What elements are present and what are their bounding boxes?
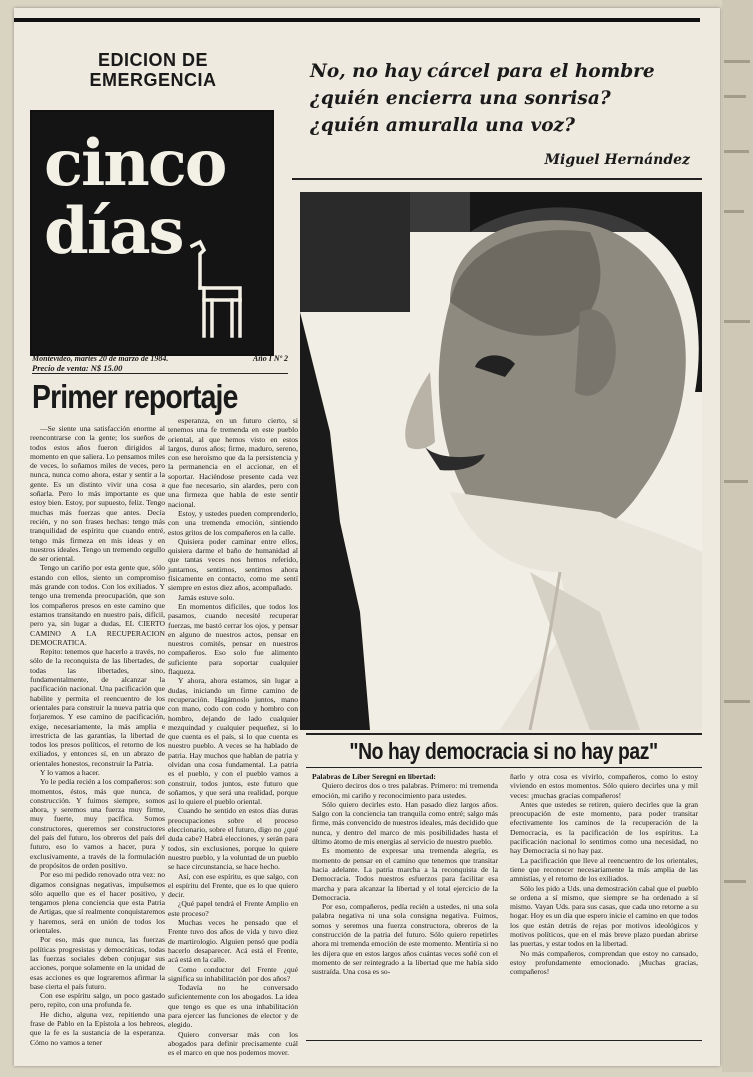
adjacent-page-texture	[722, 0, 753, 1072]
llama-icon	[182, 240, 252, 340]
paragraph: Antes que ustedes se retiren, quiero decirles que la gran preocupación de este momento, para poder transitar efectivamente los caminos de la recuperación de la Democracia, es la pacificación de los espíritus. La pacificación nacional lo sentimos como una necesidad, no hay Democracia si no hay paz.	[510, 799, 698, 856]
masthead-logo	[30, 110, 274, 356]
masthead-rule	[32, 373, 288, 374]
paragraph: La pacificación que lleve al reencuentro de los orientales, tiene que reconocer necesariamente la más amplia de las amnistías, y el retorno de los exiliados.	[510, 855, 698, 884]
edition-label	[38, 50, 268, 90]
issue-number: Año I Nº 2	[252, 354, 288, 363]
bottom-rule	[306, 1040, 702, 1041]
paragraph: No más compañeros, comprendan que estoy no cansado, estoy profundamente emocionado. ¡Muchas gracias, compañeros!	[510, 948, 698, 977]
paragraph: Jamás estuve solo.	[178, 592, 235, 602]
paragraph: Y ahora, ahora estamos, sin lugar a dudas, iniciando un firme camino de recuperación. Hagámoslo juntos, mano con mano, codo con codo y hombro con hombro, dejando de lado cualquier mezquindad y cualquier pequeñez, si lo que cuenta es el país, si lo que cuenta es nuestro pueblo. A veces se ha hablado de patria. Hay muchos que hablan de patria y olvidan una cosa fundamental. La patria es el pueblo, y con el pueblo vamos a construir, todos juntos, este futuro que soñamos, y que será una realidad, porque así lo quiere el pueblo oriental.	[168, 676, 298, 807]
paragraph: Yo le pedía recién a los compañeros: son momentos, éstos, más que nunca, de construcción. Y fuimos siempre, somos ahora, y seremos una fuerza muy firme, muy fuerte, muy pacífica. Somos constructores, queremos ser constructores del país del futuro, los obreros del país del futuro, eso lo vamos a hacer, pura y exclusivamente, a través de la formulación de propósitos de orden positivo.	[30, 777, 165, 870]
article-headline: Primer reportaje	[32, 378, 238, 415]
dateline	[32, 354, 288, 363]
paragraph: Repito: tenemos que hacerlo a través, no sólo de la reconquista de las libertades, de todas las libertades, sino, fundamentalmente, de alcanzar la pacificación nacional. Una pacificación que habilite y permita el reencuentro de los orientales para construir la nueva patria que forjaremos. Y ese camino de pacificación, exige, necesariamente, la más amplia e irrestricta de las garantías, la libertad de todos los presos políticos, el retorno de los exiliados, y entonces sí, en un abrazo de orientales honestos, reconstruir la Patria.	[30, 647, 165, 768]
paragraph: ñarlo y otra cosa es vivirlo, compañeros, como lo estoy viviendo en estos momentos. Sólo quiero decirles una y mil veces: ¡muchas gracias compañeros!	[510, 772, 698, 800]
quote-line: ¿quién amuralla una voz?	[310, 115, 575, 136]
paragraph: Cuando he sentido en estos días duras preocupaciones sobre el proceso eleccionario, sobre el futuro, digo no ¿qué duda cabe? Habrá elecciones, y serán para todos, sin exclusiones, porque lo quiere nuestro pueblo, y la voluntad de un pueblo se hace circunstancia, se hace hecho.	[168, 806, 298, 872]
article-column-1	[30, 424, 165, 1047]
logo-word-dias: días	[44, 194, 183, 269]
paragraph: Estoy, y ustedes pueden comprenderlo, con una tremenda emoción, sintiendo estos gritos de los compañeros en la calle.	[168, 508, 298, 537]
edition-line-1: EDICION DE	[97, 50, 208, 70]
paragraph: Muchas veces he pensado que el Frente tuvo dos años de vida y tuvo diez de martirologio. Alguien pensó que podía hacerlo desaparecer. Acá está el Frente, acá está en la calle.	[168, 918, 298, 965]
article-column-2	[168, 416, 298, 1058]
quote-line: No, no hay cárcel para el hombre	[310, 61, 655, 82]
paragraph: Por eso, más que nunca, las fuerzas políticas progresistas y democráticas, todas las fuerzas sociales deben conjugar sus acciones, porque solamente en la unidad de esas acciones es que lograremos afirmar la base cierta el país futuro.	[30, 935, 165, 991]
democracy-headline	[306, 733, 702, 768]
paragraph: Quiero deciros dos o tres palabras. Primero: mi tremenda emoción, mi cariño y reconocimiento para ustedes.	[312, 781, 498, 800]
paragraph: Con ese espíritu salgo, un poco gastado pero, repito, con una profunda fe.	[30, 991, 165, 1010]
paragraph: Y lo vamos a hacer.	[40, 767, 100, 777]
paragraph: ¿Qué papel tendrá el Frente Amplio en este proceso?	[168, 899, 298, 918]
adjacent-page-edge	[722, 0, 753, 1072]
speech-lead: Palabras de Líber Seregni en libertad:	[312, 772, 436, 781]
quote-text	[310, 58, 700, 139]
paragraph: Quisiera poder caminar entre ellos, quisiera darme el baño de humanidad al que tantas veces nos hemos referido, juntarnos, sentirnos, sentirnos ahora físicamente en contacto, como me sentí siempre en estos diez años, acompañado.	[168, 536, 298, 593]
paragraph: En momentos difíciles, que todos los pasamos, cuando necesité recuperar fuerzas, me bastó cerrar los ojos, y pensar en alguno de nuestros actos, pensar en nuestros comités, pensar en nuestros compañeros. Eso solo fue alimento suficiente para soportar cualquier flaqueza.	[168, 601, 298, 677]
paragraph: Sólo les pido a Uds. una demostración cabal que el pueblo se ordena a sí mismo, que siempre se ha ordenado a sí mismo. Vayan Uds. para sus casas, que cada uno retorne a su hogar. Hoy es un día que espero inicie el camino en que todos los que están detrás de rejas por motivos ideológicos y motivos políticos, que en el más breve plazo puedan abrirse las puertas, y estar todos en la libertad.	[510, 883, 698, 949]
paragraph: Así, con ese espíritu, es que salgo, con el espíritu del Frente, que es lo que quiero decir.	[168, 871, 298, 900]
paragraph: Por eso mi pedido renovado otra vez: no digamos consignas negativas, impulsemos sólo aquello que es el hacer positivo, y tengamos plena conciencia que esta Patria de Artigas, que sí realmente conquistaremos y haremos, será en unión de todos los orientales.	[30, 870, 165, 936]
democracy-headline-text: "No hay democracia si no hay paz"	[349, 738, 659, 764]
paragraph: Por eso, compañeros, pedía recién a ustedes, ni una sola palabra negativa ni una sola consigna negativa. Fuimos, somos y seremos una fuerza constructora, obreros de la construcción de la patria del futuro. Sólo quiero repetirles ahora mi tremenda emoción de este momento. Mentiría si no les dijera que en estos largos años cuántas veces soñé con el momento de ser reintegrado a la libertad que me había sido sustraída. Una cosa es so-	[312, 902, 498, 977]
paragraph: Sólo quiero decirles esto. Han pasado diez largos años. Salgo con la conciencia tan tranquila como entré; salgo más firme, más convencido de nuestros ideales, más decidido que nunca, y dentro del marco de mis posibilidades hasta el último átomo de mis energías al servicio de nuestro pueblo.	[312, 799, 498, 847]
paragraph: Quiero conversar más con los abogados para definir precisamente cuál es el marco en que nos podemos mover.	[168, 1029, 298, 1058]
top-rule	[14, 18, 700, 22]
speech-column-1	[312, 772, 498, 1037]
price-label: Precio de venta: N$ 15.00	[32, 363, 123, 373]
paragraph: Es momento de expresar una tremenda alegría, es momento de pensar en el camino que tenemos que transitar hacia adelante. La patria marcha a la reconquista de la Democracia. Todos nuestros esfuerzos para facilitar esa marcha y para alcanzar la libertad y el total ejercicio de la Democracia.	[312, 846, 498, 902]
edition-line-2: EMERGENCIA	[89, 70, 217, 90]
paragraph: Como conductor del Frente ¿qué significa su inhabilitación por dos años?	[168, 964, 298, 983]
quote-box	[292, 48, 702, 180]
paragraph: He dicho, alguna vez, repitiendo una frase de Pablo en la Epístola a los hebreos, que la fe es la sustancia de la esperanza. Cómo no vamos a tener	[30, 1009, 165, 1047]
paragraph: Todavía no he conversado suficientemente con los abogados. La idea que tengo es que es una inhabilitación para ejercer las funciones de elector y de elegido.	[168, 983, 298, 1030]
logo-word-cinco: cinco	[44, 126, 226, 201]
paragraph: Tengo un cariño por esta gente que, sólo estando con ellos, siento un compromiso más grande con todos. Con los exiliados. Y tengo una tremenda preocupación, que son los compañeros presos en este camino que estamos transitando en nuestro país, difícil, pero ya, sin lugar a dudas, EL CIERTO CAMINO A LA RECUPERACION DEMOCRATICA.	[30, 563, 165, 647]
portrait-photo	[300, 192, 702, 730]
paragraph: esperanza, en un futuro cierto, si tenemos una fe tremenda en este pueblo oriental, al que hemos visto en estos largos, duros años; firme, maduro, sereno, con ese heroísmo que da la persistencia y la permanencia en el accionar, en el soportar. Haciéndose presente cada vez que fue necesario, sin alardes, pero con una firmeza que habla de este sentir nacional.	[168, 416, 298, 509]
quote-line: ¿quién encierra una sonrisa?	[310, 88, 611, 109]
quote-author: Miguel Hernández	[544, 152, 690, 168]
paragraph: —Se siente una satisfacción enorme al reencontrarse con la gente; los sueños de todos estos años fueron dirigidos al momento en que saliera. Lo pensamos miles de veces, lo soñamos miles de veces, pero nunca, nunca como ahora, estar y sentir a la gente. Es un distinto vivir una cosa a soñarla. Pero lo más importante es que estoy bien. Estoy, por supuesto, feliz. Tengo muchas más fuerzas que antes. Decía recién, y no son frases hechas: tengo más tranquilidad de espíritu que cuando entré, tengo más firmeza en mis ideas y en nuestros ideales. Tengo un tremendo orgullo de ser oriental.	[30, 424, 165, 564]
speech-column-2	[510, 772, 698, 1037]
issue-date: Montevideo, martes 20 de marzo de 1984.	[32, 354, 169, 363]
portrait-illustration	[300, 192, 702, 730]
